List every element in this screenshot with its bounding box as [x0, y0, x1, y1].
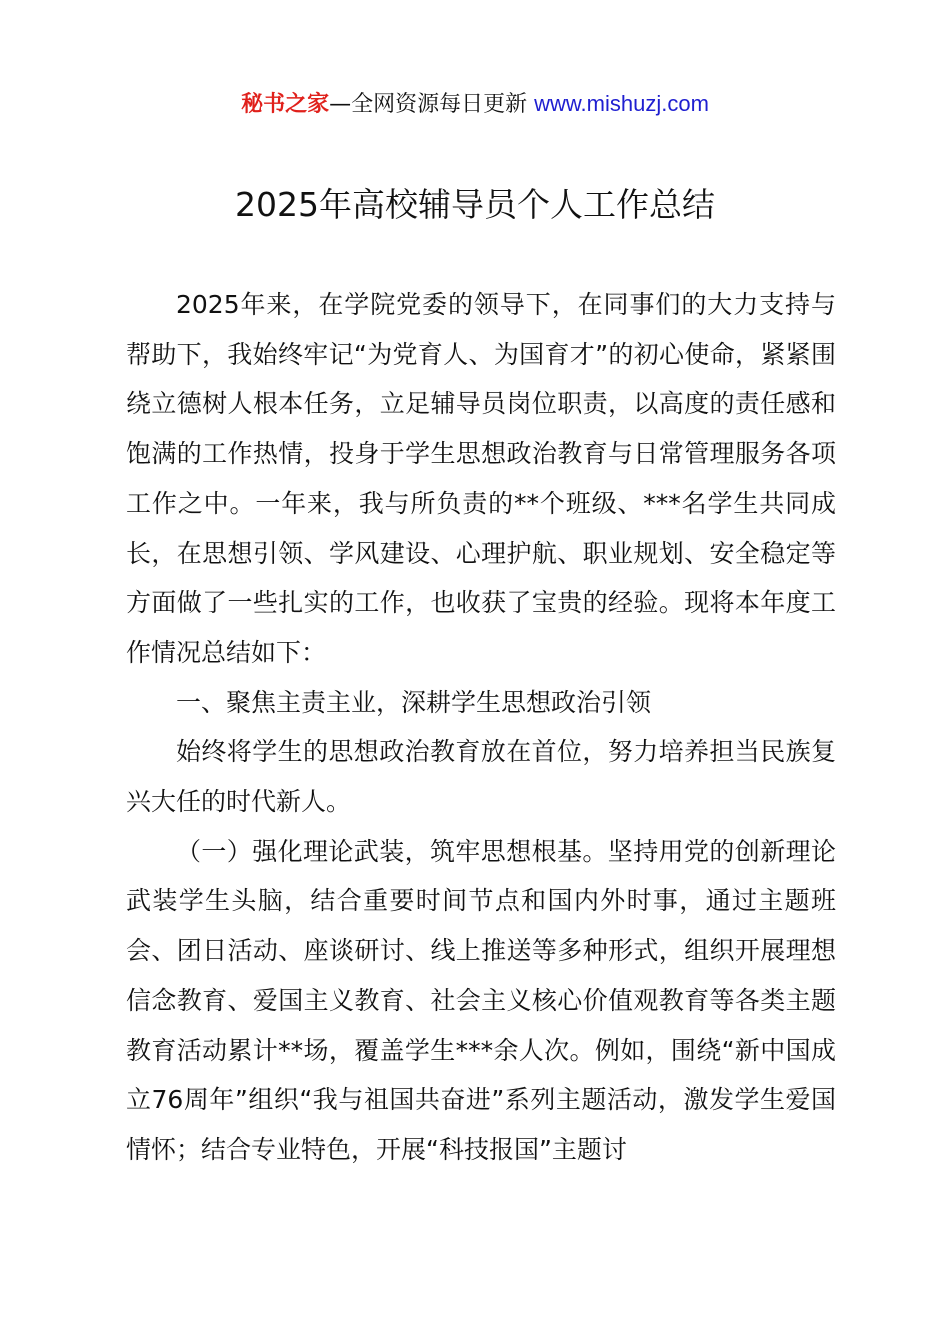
section-intro-paragraph: 始终将学生的思想政治教育放在首位，努力培养担当民族复兴大任的时代新人。 [126, 737, 836, 817]
subsection-paragraph: （一）强化理论武装，筑牢思想根基。坚持用党的创新理论武装学生头脑，结合重要时间节点和国内外时事，通过主题班会、团日活动、座谈研讨、线上推送等多种形式，组织开展理想信念教育、爱国主义教育、社会主义核心价值观教育等各类主题教育活动累计**场，覆盖学生***余人次。例如，围绕“新中国成立76周年”组织“我与祖国共奋进”系列主题活动，激发学生爱国情怀；结合专业特色，开展“科技报国”主题讨 [126, 836, 836, 1164]
site-tagline: —全网资源每日更新 [329, 92, 535, 117]
intro-paragraph: 2025年来，在学院党委的领导下，在同事们的大力支持与帮助下，我始终牢记“为党育人、为国育才”的初心使命，紧紧围绕立德树人根本任务，立足辅导员岗位职责，以高度的责任感和饱满的工作热情，投身于学生思想政治教育与日常管理服务各项工作之中。一年来，我与所负责的**个班级、***名学生共同成长，在思想引领、学风建设、心理护航、职业规划、安全稳定等方面做了一些扎实的工作，也收获了宝贵的经验。现将本年度工作情况总结如下： [126, 290, 836, 667]
site-url-link[interactable]: www.mishuzj.com [534, 91, 709, 116]
site-header [0, 88, 950, 121]
document-title: 2025年高校辅导员个人工作总结 [235, 185, 715, 224]
site-brand: 秘书之家 [241, 92, 330, 117]
document-body [126, 280, 836, 1175]
section-heading: 一、聚焦主责主业，深耕学生思想政治引领 [176, 687, 652, 717]
